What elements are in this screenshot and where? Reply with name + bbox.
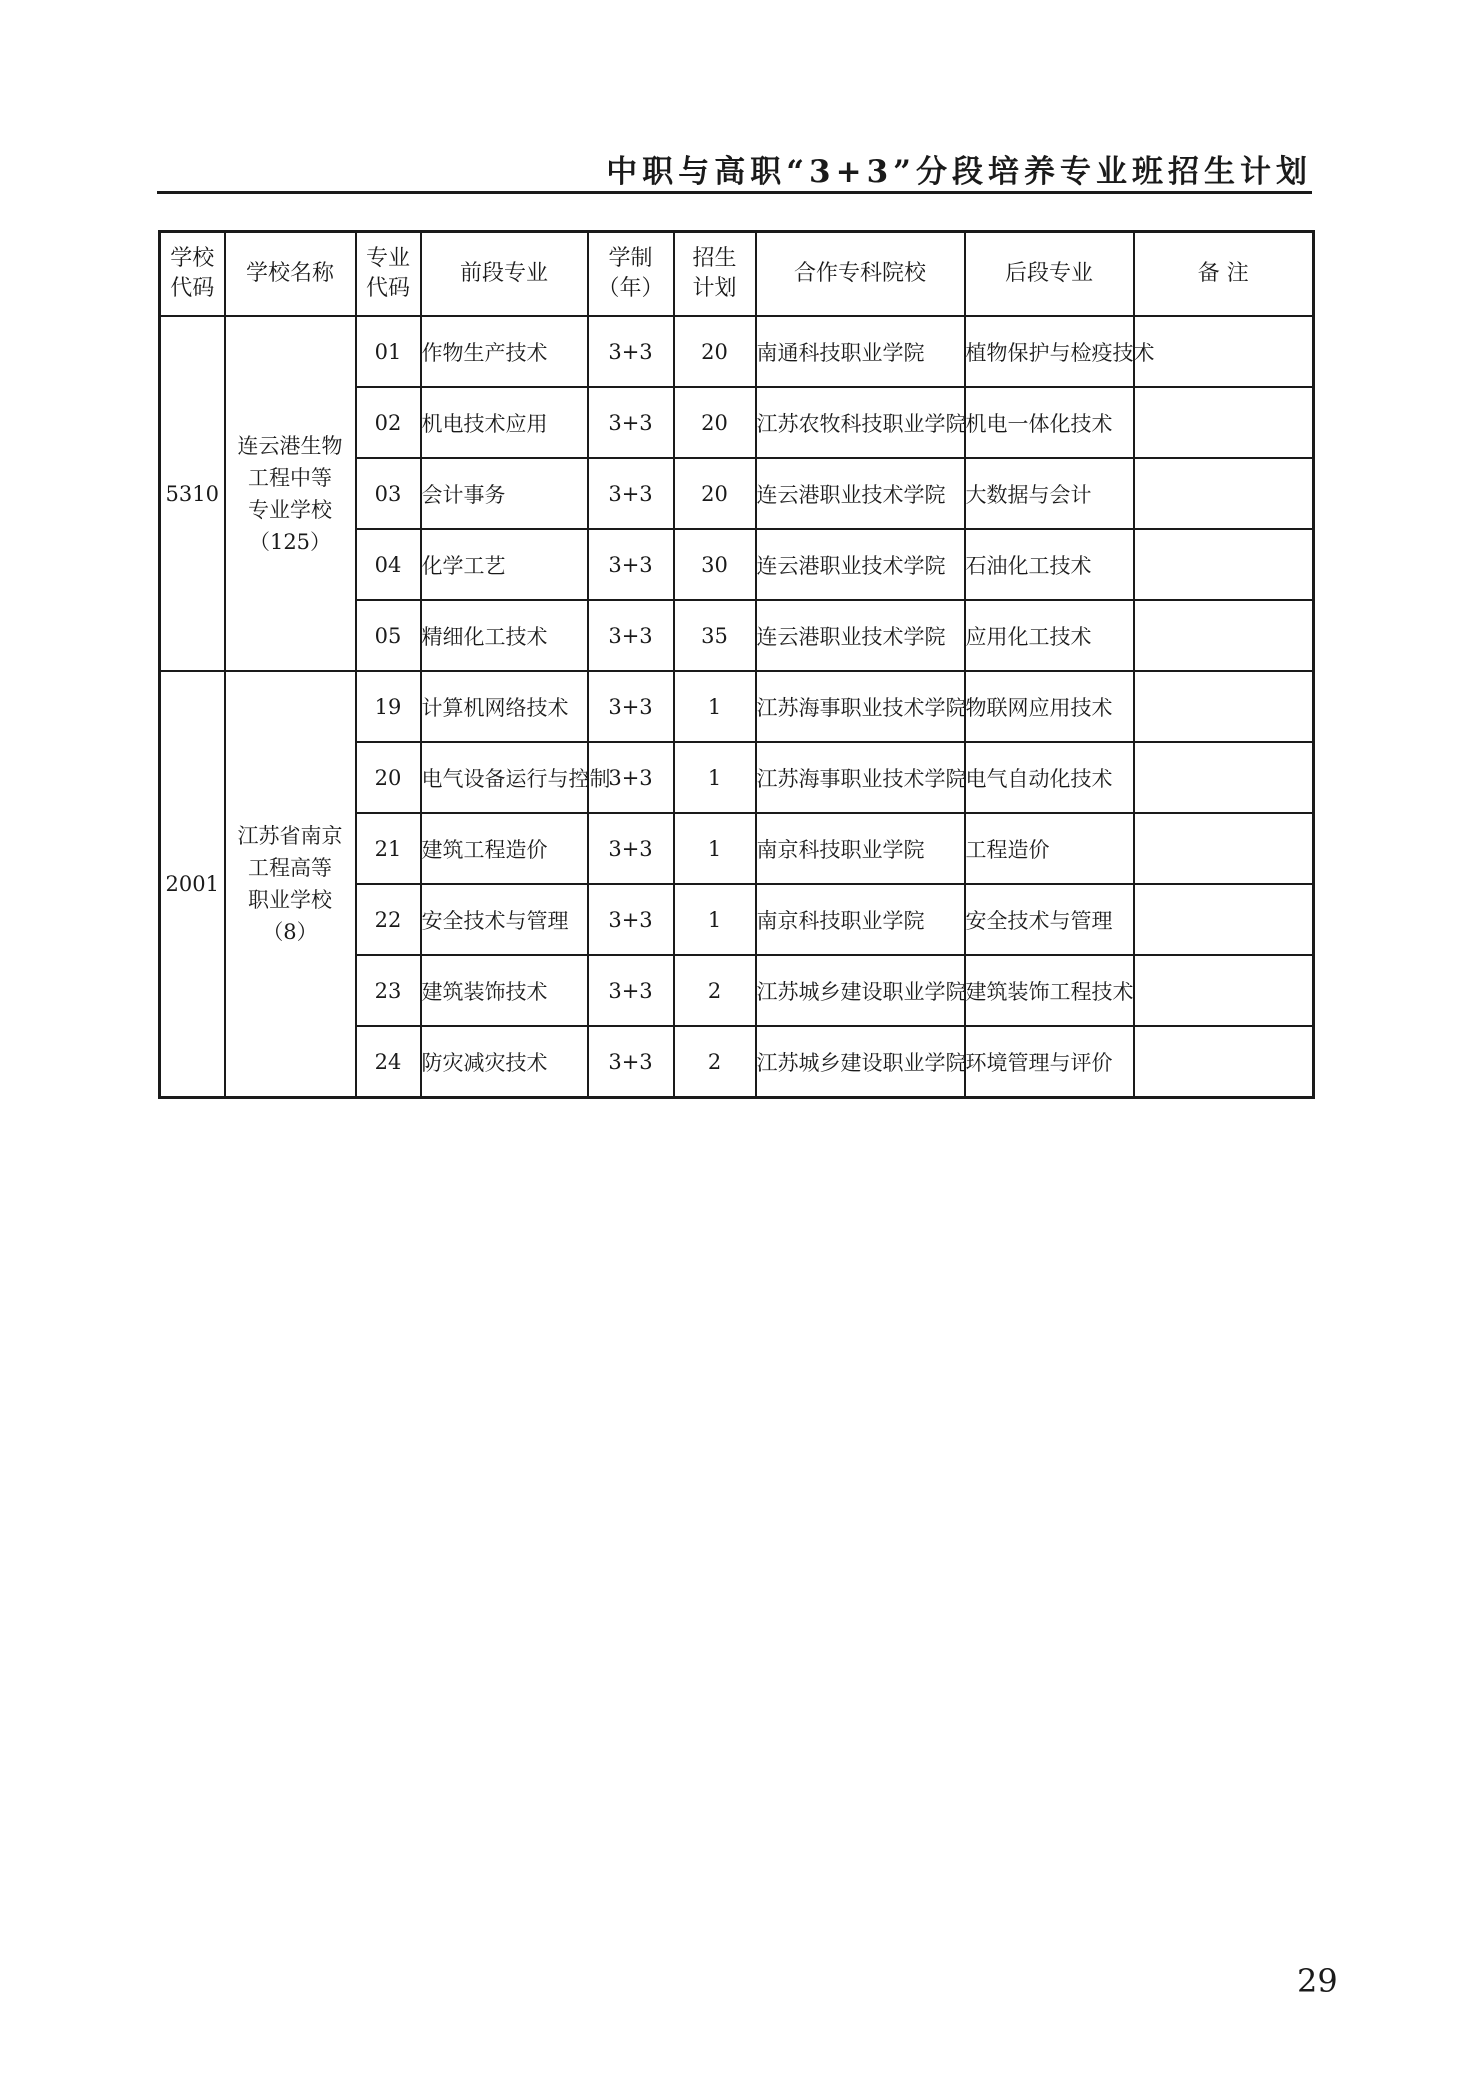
back-major-cell: 工程造价 <box>965 813 1134 884</box>
page-header-title: 中职与高职“3+3”分段培养专业班招生计划 <box>606 154 1312 190</box>
remark-cell <box>1134 671 1314 742</box>
partner-college-cell: 江苏海事职业技术学院 <box>756 742 965 813</box>
front-major-cell: 防灾减灾技术 <box>421 1026 588 1098</box>
major-code-cell: 20 <box>356 742 421 813</box>
duration-cell: 3+3 <box>588 387 674 458</box>
duration-cell: 3+3 <box>588 742 674 813</box>
plan-cell: 35 <box>674 600 756 671</box>
front-major-cell: 作物生产技术 <box>421 316 588 387</box>
back-major-cell: 电气自动化技术 <box>965 742 1134 813</box>
page-number: 29 <box>1297 1962 1338 2000</box>
front-major-cell: 建筑装饰技术 <box>421 955 588 1026</box>
major-code-cell: 05 <box>356 600 421 671</box>
remark-cell <box>1134 529 1314 600</box>
remark-cell <box>1134 387 1314 458</box>
front-major-cell: 会计事务 <box>421 458 588 529</box>
plan-cell: 1 <box>674 813 756 884</box>
school-name-cell: 连云港生物 工程中等 专业学校 （125） <box>225 316 356 671</box>
major-code-cell: 21 <box>356 813 421 884</box>
table-row <box>160 316 1314 387</box>
enrollment-plan-table <box>158 230 1315 1099</box>
header-major-code: 专业 代码 <box>356 232 421 317</box>
duration-cell: 3+3 <box>588 458 674 529</box>
plan-cell: 30 <box>674 529 756 600</box>
duration-cell: 3+3 <box>588 316 674 387</box>
major-code-cell: 02 <box>356 387 421 458</box>
header-remark: 备 注 <box>1134 232 1314 317</box>
major-code-cell: 24 <box>356 1026 421 1098</box>
partner-college-cell: 南通科技职业学院 <box>756 316 965 387</box>
partner-college-cell: 江苏海事职业技术学院 <box>756 671 965 742</box>
partner-college-cell: 江苏农牧科技职业学院 <box>756 387 965 458</box>
duration-cell: 3+3 <box>588 1026 674 1098</box>
back-major-cell: 石油化工技术 <box>965 529 1134 600</box>
header-school-code: 学校 代码 <box>160 232 225 317</box>
header-front-major: 前段专业 <box>421 232 588 317</box>
plan-cell: 1 <box>674 742 756 813</box>
school-code-cell: 2001 <box>160 671 225 1098</box>
plan-cell: 1 <box>674 884 756 955</box>
major-code-cell: 03 <box>356 458 421 529</box>
partner-college-cell: 连云港职业技术学院 <box>756 600 965 671</box>
major-code-cell: 23 <box>356 955 421 1026</box>
front-major-cell: 化学工艺 <box>421 529 588 600</box>
school-code-cell: 5310 <box>160 316 225 671</box>
back-major-cell: 大数据与会计 <box>965 458 1134 529</box>
table-header-row <box>160 232 1314 317</box>
remark-cell <box>1134 316 1314 387</box>
remark-cell <box>1134 458 1314 529</box>
remark-cell <box>1134 813 1314 884</box>
plan-cell: 20 <box>674 458 756 529</box>
back-major-cell: 安全技术与管理 <box>965 884 1134 955</box>
header-back-major: 后段专业 <box>965 232 1134 317</box>
table-row <box>160 671 1314 742</box>
duration-cell: 3+3 <box>588 884 674 955</box>
remark-cell <box>1134 955 1314 1026</box>
duration-cell: 3+3 <box>588 600 674 671</box>
header-partner-college: 合作专科院校 <box>756 232 965 317</box>
remark-cell <box>1134 600 1314 671</box>
major-code-cell: 04 <box>356 529 421 600</box>
front-major-cell: 电气设备运行与控制 <box>421 742 588 813</box>
school-name-cell: 江苏省南京 工程高等 职业学校 （8） <box>225 671 356 1098</box>
partner-college-cell: 连云港职业技术学院 <box>756 458 965 529</box>
back-major-cell: 应用化工技术 <box>965 600 1134 671</box>
plan-cell: 20 <box>674 316 756 387</box>
remark-cell <box>1134 884 1314 955</box>
front-major-cell: 建筑工程造价 <box>421 813 588 884</box>
back-major-cell: 机电一体化技术 <box>965 387 1134 458</box>
duration-cell: 3+3 <box>588 671 674 742</box>
partner-college-cell: 南京科技职业学院 <box>756 884 965 955</box>
partner-college-cell: 南京科技职业学院 <box>756 813 965 884</box>
back-major-cell: 环境管理与评价 <box>965 1026 1134 1098</box>
duration-cell: 3+3 <box>588 529 674 600</box>
back-major-cell: 物联网应用技术 <box>965 671 1134 742</box>
remark-cell <box>1134 742 1314 813</box>
plan-cell: 1 <box>674 671 756 742</box>
header-plan: 招生 计划 <box>674 232 756 317</box>
back-major-cell: 建筑装饰工程技术 <box>965 955 1134 1026</box>
header-school-name: 学校名称 <box>225 232 356 317</box>
header-rule <box>157 191 1312 194</box>
remark-cell <box>1134 1026 1314 1098</box>
front-major-cell: 精细化工技术 <box>421 600 588 671</box>
header-duration: 学制 （年） <box>588 232 674 317</box>
duration-cell: 3+3 <box>588 813 674 884</box>
partner-college-cell: 连云港职业技术学院 <box>756 529 965 600</box>
front-major-cell: 安全技术与管理 <box>421 884 588 955</box>
partner-college-cell: 江苏城乡建设职业学院 <box>756 955 965 1026</box>
plan-cell: 2 <box>674 1026 756 1098</box>
plan-cell: 2 <box>674 955 756 1026</box>
plan-cell: 20 <box>674 387 756 458</box>
front-major-cell: 计算机网络技术 <box>421 671 588 742</box>
major-code-cell: 22 <box>356 884 421 955</box>
duration-cell: 3+3 <box>588 955 674 1026</box>
front-major-cell: 机电技术应用 <box>421 387 588 458</box>
partner-college-cell: 江苏城乡建设职业学院 <box>756 1026 965 1098</box>
major-code-cell: 01 <box>356 316 421 387</box>
major-code-cell: 19 <box>356 671 421 742</box>
back-major-cell: 植物保护与检疫技术 <box>965 316 1134 387</box>
